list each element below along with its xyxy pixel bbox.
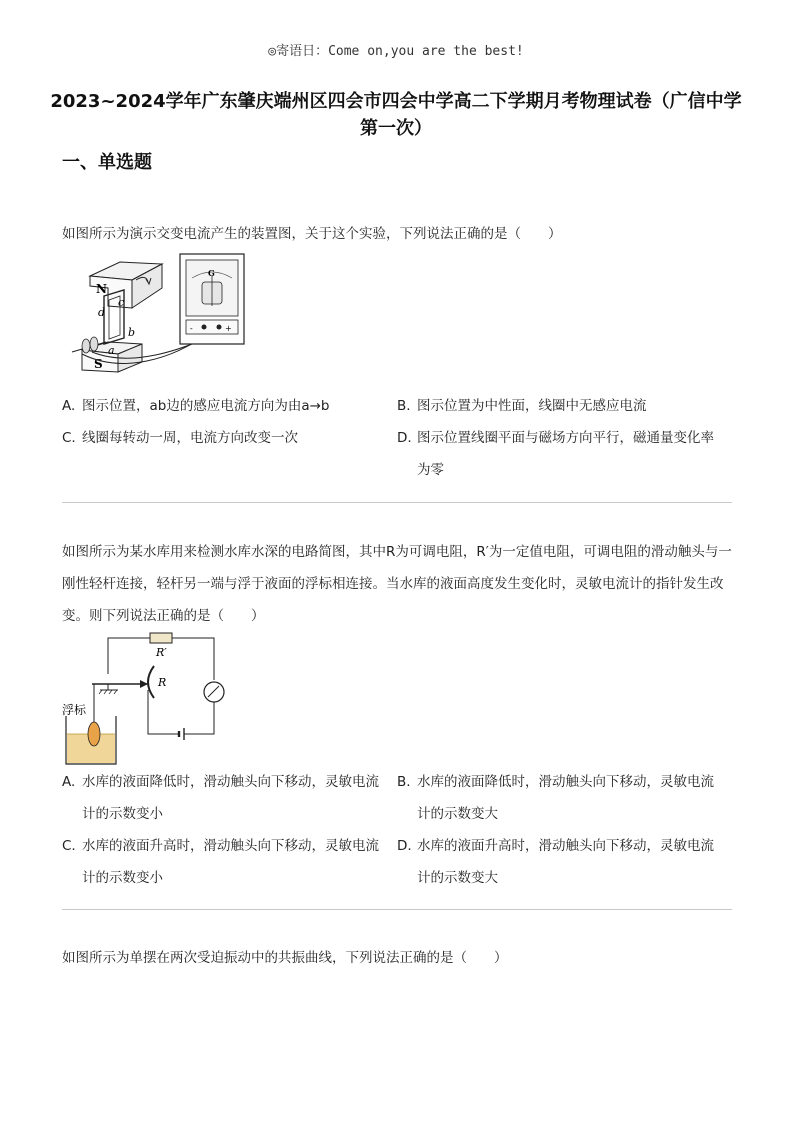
option-letter: C. <box>62 430 76 446</box>
option-text-continued: 计的示数变小 <box>82 870 163 886</box>
figure-label-b: b <box>128 326 136 339</box>
q2-option-c[interactable] <box>62 830 379 894</box>
q1-option-b[interactable] <box>397 390 647 422</box>
option-letter: B. <box>397 398 411 414</box>
option-text: 线圈每转动一周，电流方向改变一次 <box>82 430 298 446</box>
figure-label-n: N <box>96 282 107 296</box>
option-text-continued: 为零 <box>417 462 444 478</box>
q2-option-b[interactable] <box>397 766 714 830</box>
q1-option-a[interactable] <box>62 390 330 422</box>
option-letter: C. <box>62 838 76 854</box>
option-text-continued: 计的示数变大 <box>417 806 498 822</box>
option-text: 图示位置线圈平面与磁场方向平行，磁通量变化率 <box>417 430 714 446</box>
figure-label-minus: - <box>190 324 193 333</box>
question-2-stem: 如图所示为某水库用来检测水库水深的电路简图，其中R为可调电阻，R′为一定值电阻，可调电阻的滑动触头与一刚性轻杆连接，轻杆另一端与浮于液面的浮标相连接。当水库的液面高度发生变化时，灵敏电流计的指针发生改变。则下列说法正确的是（ ） <box>62 544 732 624</box>
option-text-continued: 计的示数变小 <box>82 806 163 822</box>
reservoir-circuit-figure <box>62 630 232 770</box>
generator-figure <box>62 250 252 380</box>
option-text: 水库的液面升高时，滑动触头向下移动，灵敏电流 <box>417 838 714 854</box>
page-title: 2023~2024学年广东肇庆端州区四会市四会中学高二下学期月考物理试卷（广信中学第一次） <box>50 91 742 139</box>
section-heading: 一、单选题 <box>62 152 152 173</box>
figure-label-float: 浮标 <box>62 703 87 717</box>
question-3-stem: 如图所示为单摆在两次受迫振动中的共振曲线，下列说法正确的是（ ） <box>62 950 508 966</box>
option-text: 图示位置为中性面，线圈中无感应电流 <box>417 398 647 414</box>
figure-label-d: d <box>98 306 106 319</box>
option-text: 水库的液面降低时，滑动触头向下移动，灵敏电流 <box>417 774 714 790</box>
option-text: 水库的液面降低时，滑动触头向下移动，灵敏电流 <box>82 774 379 790</box>
q1-option-c[interactable] <box>62 422 298 454</box>
question-divider <box>62 502 732 503</box>
figure-label-plus: + <box>225 324 232 333</box>
figure-label-c: c <box>118 296 125 309</box>
option-text: 水库的液面升高时，滑动触头向下移动，灵敏电流 <box>82 838 379 854</box>
q2-option-a[interactable] <box>62 766 379 830</box>
header-motto: ◎寄语日：Come on,you are the best! <box>268 44 524 59</box>
figure-label-a: a <box>108 344 115 357</box>
figure-label-r: R <box>158 676 167 689</box>
option-letter: A. <box>62 774 76 790</box>
option-letter: D. <box>397 838 412 854</box>
question-1-stem: 如图所示为演示交变电流产生的装置图，关于这个实验，下列说法正确的是（ ） <box>62 226 562 242</box>
figure-label-s: S <box>94 357 103 371</box>
option-letter: D. <box>397 430 412 446</box>
question-divider <box>62 909 732 910</box>
q2-option-d[interactable] <box>397 830 714 894</box>
figure-label-g: G <box>208 268 215 278</box>
q1-option-d[interactable] <box>397 422 714 486</box>
figure-label-r-prime: R′ <box>156 646 167 659</box>
option-letter: B. <box>397 774 411 790</box>
option-letter: A. <box>62 398 76 414</box>
option-text: 图示位置，ab边的感应电流方向为由a→b <box>82 398 330 414</box>
option-text-continued: 计的示数变大 <box>417 870 498 886</box>
